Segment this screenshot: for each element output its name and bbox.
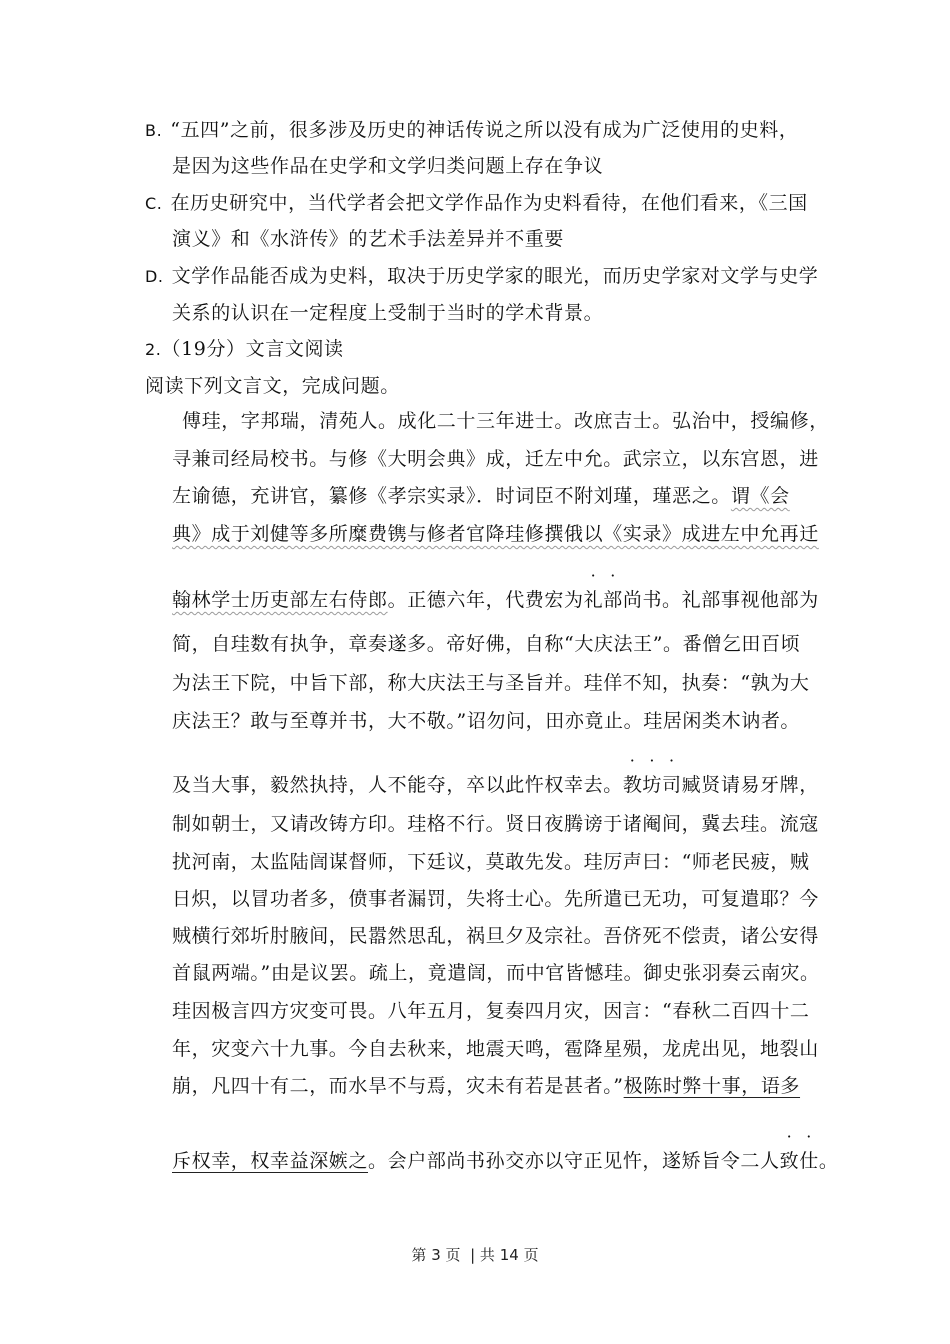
question-score: （19分）文言文阅读: [161, 338, 344, 360]
option-c-label: C.: [145, 194, 163, 213]
option-b-line-1: [145, 118, 799, 143]
wavy-underlined-sentence: 谓《会: [730, 485, 790, 507]
passage-text: 。会户部尚书孙交亦以守正见忤，遂矫旨令二人: [368, 1150, 780, 1172]
emphasis-dot-char: 司: [662, 774, 682, 796]
footer-text: 共: [479, 1246, 495, 1264]
option-d-text: 文学作品能否成为史料，取决于历史学家的眼光，而历史学家对文学与史学: [171, 265, 819, 287]
total-pages: 14: [499, 1246, 519, 1264]
emphasis-dot-char: 部: [603, 589, 623, 611]
wavy-underlined-sentence: 典》成于刘健等多所糜费镌与修者官降珪修撰俄以《实录》成进左中允再迁: [172, 523, 819, 545]
passage-text: 崩，凡四十有二，而水旱不与焉，灾未有若是甚者。”: [172, 1075, 624, 1097]
passage-text: 尚书。礼部事视他部为: [622, 589, 819, 611]
passage-line-9: [172, 773, 819, 797]
passage-line-12: 日炽，以冒功者多，偾事者漏罚，失将士心。先所遣已无功，可复遣耶？今: [172, 888, 819, 910]
passage-line-17: [172, 1074, 800, 1098]
passage-line-14: 首鼠两端。”由是议罢。疏上，竟遣訚，而中官皆憾珪。御史张羽奏云南灾。: [172, 962, 820, 984]
option-b-text: “五四”之前，很多涉及历史的神话传说之所以没有成为广泛使用的史料，: [170, 119, 799, 141]
page-footer: [0, 1244, 950, 1265]
option-d-line-1: [145, 264, 818, 289]
option-d-label: D.: [145, 267, 164, 286]
passage-text: 臧贤请易牙牌，: [681, 774, 819, 796]
passage-line-13: 贼横行郊圻肘腋间，民嚣然思乱，祸旦夕及宗社。吾侪死不偿责，诸公安得: [172, 925, 819, 947]
emphasis-dot-char: 教: [622, 774, 643, 796]
passage-line-3: [172, 484, 790, 508]
passage-line-4: [172, 522, 819, 546]
question-number: 2.: [145, 340, 162, 359]
underlined-sentence: 极陈时弊十事，语多: [623, 1075, 801, 1097]
option-b-label: B.: [145, 121, 163, 140]
emphasis-dot-char: 礼: [583, 589, 604, 611]
option-b-line-2: 是因为这些作品在史学和文学归类问题上存在争议: [172, 155, 604, 177]
emphasis-dot-char: 坊: [642, 774, 663, 796]
passage-line-10: 制如朝士，又请改铸方印。珪格不行。贤日夜腾谤于诸阉间，冀去珪。流寇: [172, 813, 819, 835]
option-d-line-2: 关系的认识在一定程度上受制于当时的学术背景。: [172, 302, 604, 324]
passage-line-2: 寻兼司经局校书。与修《大明会典》成，迁左中允。武宗立，以东宫恩，进: [172, 448, 819, 470]
passage-line-11: 扰河南，太监陆訚谋督师，下廷议，莫敢先发。珪厉声曰：“师老民疲，贼: [172, 851, 810, 873]
passage-line-16: 年，灾变六十九事。今自去秋来，地震天鸣，雹降星殒，龙虎出见，地裂山: [172, 1038, 819, 1060]
passage-line-15: 珪因极言四方灾变可畏。八年五月，复奏四月灾，因言：“春秋二百四十二: [172, 1000, 810, 1022]
option-c-line-1: [145, 191, 808, 216]
passage-line-1: 傅珪，字邦瑞，清苑人。成化二十三年进士。改庶吉士。弘治中，授编修，: [182, 410, 829, 432]
page-number: 3: [431, 1246, 441, 1264]
passage-line-6: 简，自珪数有执争，章奏遂多。帝好佛，自称“大庆法王”。番僧乞田百顷: [172, 633, 801, 655]
passage-text: 。: [818, 1150, 839, 1172]
passage-line-5: [172, 588, 819, 612]
wavy-underlined-sentence: 翰林学士历吏部左右侍郎: [172, 589, 388, 611]
footer-separator: |: [470, 1246, 476, 1264]
passage-line-18: [172, 1149, 838, 1173]
passage-line-8: 庆法王？敢与至尊并书，大不敬。”诏勿问，田亦竟止。珪居闲类木讷者。: [172, 710, 801, 732]
emphasis-dot-char: 仕: [799, 1150, 819, 1172]
question-instruction: 阅读下列文言文，完成问题。: [145, 375, 400, 397]
footer-text: 页: [523, 1246, 539, 1264]
passage-line-7: 为法王下院，中旨下部，称大庆法王与圣旨并。珪佯不知，执奏：“孰为大: [172, 672, 810, 694]
footer-text: 第: [411, 1246, 427, 1264]
option-c-text: 在历史研究中，当代学者会把文学作品作为史料看待，在他们看来，《三国: [170, 192, 808, 214]
footer-text: 页: [445, 1246, 461, 1264]
emphasis-dot-char: 致: [779, 1150, 800, 1172]
question-heading: [145, 337, 344, 362]
passage-text: 左谕德，充讲官，纂修《孝宗实录》．时词臣不附刘瑾，瑾恶之。: [172, 485, 731, 507]
option-c-line-2: 演义》和《水浒传》的艺术手法差异并不重要: [172, 228, 565, 250]
passage-text: 。正德六年，代费宏为: [387, 589, 584, 611]
underlined-sentence: 斥权幸，权幸益深嫉之: [172, 1150, 369, 1172]
passage-text: 及当大事，毅然执持，人不能夺，卒以此忤权幸去。: [172, 774, 623, 796]
